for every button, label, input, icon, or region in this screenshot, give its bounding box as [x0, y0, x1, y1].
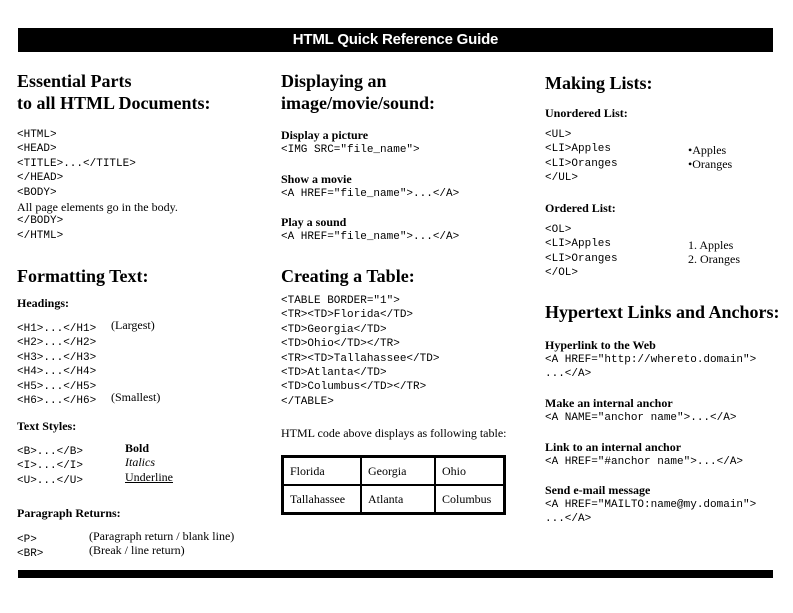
list-item: •Apples	[688, 143, 727, 157]
text-styles-list	[17, 441, 267, 487]
page-title: HTML Quick Reference Guide	[18, 28, 773, 52]
media-heading-line1: Displaying an	[281, 71, 387, 91]
paragraph-returns-label: Paragraph Returns:	[17, 506, 121, 520]
heading-row	[17, 332, 267, 350]
table-cell: Columbus	[435, 485, 504, 513]
heading-row	[17, 318, 267, 335]
headings-label: Headings:	[17, 296, 70, 310]
code-line: <UL>	[545, 129, 572, 141]
style-row	[17, 469, 267, 487]
style-code: <I>...</I>	[17, 460, 84, 473]
table-code-block	[281, 294, 439, 409]
table-row	[283, 485, 504, 513]
list-item: 1. Apples	[688, 238, 734, 252]
table-cell: Ohio	[435, 457, 504, 485]
code-line: <LI>Apples	[545, 143, 612, 156]
table-cell: Georgia	[361, 457, 435, 485]
body-note: All page elements go in the body.	[17, 199, 178, 214]
links-heading: Hypertext Links and Anchors:	[545, 302, 780, 322]
essential-heading	[17, 70, 211, 114]
list-item: •Oranges	[688, 157, 733, 172]
unordered-render	[688, 143, 732, 172]
code-line: <HEAD>	[17, 143, 57, 156]
link-item-label: Make an internal anchor	[545, 396, 673, 410]
heading-note: (Smallest)	[111, 389, 161, 404]
code-line: ...</A>	[545, 513, 592, 526]
code-line: </BODY>	[17, 215, 64, 228]
code-line: </HTML>	[17, 229, 64, 242]
table-note: HTML code above displays as following table:	[281, 426, 507, 440]
list-item: 2. Oranges	[688, 252, 740, 267]
code-line: </OL>	[545, 267, 579, 280]
link-item-label: Hyperlink to the Web	[545, 338, 656, 352]
code-line: <TABLE BORDER="1">	[281, 295, 400, 307]
link-item-code	[545, 353, 756, 382]
table-heading: Creating a Table:	[281, 266, 415, 286]
return-row	[17, 529, 267, 546]
heading-row	[17, 389, 267, 407]
headings-list	[17, 318, 267, 407]
heading-note: (Largest)	[111, 318, 155, 332]
table-cell: Tallahassee	[283, 485, 361, 513]
essential-heading-line1: Essential Parts	[17, 71, 132, 91]
media-item-label: Display a picture	[281, 128, 369, 142]
code-line: ...</A>	[545, 368, 592, 381]
sample-table	[281, 455, 506, 515]
heading-row	[17, 361, 267, 379]
code-line: <LI>Oranges	[545, 252, 618, 265]
code-line: <TITLE>...</TITLE>	[17, 157, 136, 170]
media-item-label: Play a sound	[281, 215, 347, 229]
media-item-code: <A HREF="file_name">...</A>	[281, 231, 460, 243]
unordered-code-block	[545, 128, 618, 186]
bottom-rule	[18, 570, 773, 578]
heading-code: <H5>...</H5>	[17, 380, 97, 393]
heading-code: <H1>...</H1>	[17, 323, 97, 335]
link-item-label: Send e-mail message	[545, 483, 651, 497]
style-bold-sample: Bold	[125, 441, 150, 455]
essential-code-block	[17, 128, 178, 243]
style-row	[17, 455, 267, 473]
heading-code: <H6>...</H6>	[17, 394, 97, 407]
return-code: <BR>	[17, 548, 44, 561]
style-italic-sample: Italics	[125, 455, 155, 470]
heading-row	[17, 347, 267, 364]
code-line: <LI>Oranges	[545, 157, 618, 170]
essential-heading-line2: to all HTML Documents:	[17, 93, 211, 113]
code-line: </UL>	[545, 172, 579, 185]
code-line: <HTML>	[17, 129, 57, 141]
link-item-code: <A HREF="#anchor name">...</A>	[545, 456, 744, 468]
code-line: <BODY>	[17, 186, 57, 199]
text-styles-label: Text Styles:	[17, 419, 77, 433]
media-heading	[281, 70, 435, 114]
heading-code: <H4>...</H4>	[17, 366, 97, 379]
code-line: <A HREF="MAILTO:name@my.domain">	[545, 499, 757, 511]
formatting-heading: Formatting Text:	[17, 266, 149, 286]
table-cell: Atlanta	[361, 485, 435, 513]
ordered-code-block	[545, 223, 618, 281]
link-item-code: <A NAME="anchor name">...</A>	[545, 412, 737, 424]
ordered-list-label: Ordered List:	[545, 201, 616, 215]
style-underline-sample: Underline	[125, 469, 173, 484]
return-row	[17, 543, 267, 561]
lists-heading: Making Lists:	[545, 73, 653, 93]
media-heading-line2: image/movie/sound:	[281, 93, 436, 113]
unordered-list-label: Unordered List:	[545, 106, 628, 120]
return-desc: (Paragraph return / blank line)	[89, 529, 235, 543]
heading-code: <H2>...</H2>	[17, 337, 97, 350]
return-desc: (Break / line return)	[89, 543, 185, 558]
code-line: <LI>Apples	[545, 238, 612, 251]
code-line: <TD>Atlanta</TD>	[281, 366, 387, 379]
style-code: <U>...</U>	[17, 474, 84, 487]
link-item-code	[545, 498, 756, 527]
code-line: <TR><TD>Florida</TD>	[281, 309, 414, 322]
code-line: </TABLE>	[281, 395, 334, 408]
table-cell: Florida	[283, 457, 361, 485]
ordered-render	[688, 238, 740, 267]
code-line: <TR><TD>Tallahassee</TD>	[281, 352, 440, 365]
return-code: <P>	[17, 534, 37, 546]
code-line: <TD>Ohio</TD></TR>	[281, 338, 400, 351]
code-line: <OL>	[545, 224, 572, 236]
paragraph-returns-list	[17, 529, 267, 561]
heading-row	[17, 376, 267, 393]
code-line: <A HREF="http://whereto.domain">	[545, 354, 757, 366]
heading-code: <H3>...</H3>	[17, 351, 97, 364]
code-line: </HEAD>	[17, 172, 64, 185]
table-row	[283, 457, 504, 485]
style-code: <B>...</B>	[17, 446, 84, 458]
media-item-code: <IMG SRC="file_name">	[281, 144, 420, 156]
link-item-label: Link to an internal anchor	[545, 440, 682, 454]
media-item-label: Show a movie	[281, 172, 352, 186]
media-item-code: <A HREF="file_name">...</A>	[281, 188, 460, 200]
style-row	[17, 441, 267, 458]
code-line: <TD>Georgia</TD>	[281, 323, 387, 336]
code-line: <TD>Columbus</TD></TR>	[281, 381, 427, 394]
